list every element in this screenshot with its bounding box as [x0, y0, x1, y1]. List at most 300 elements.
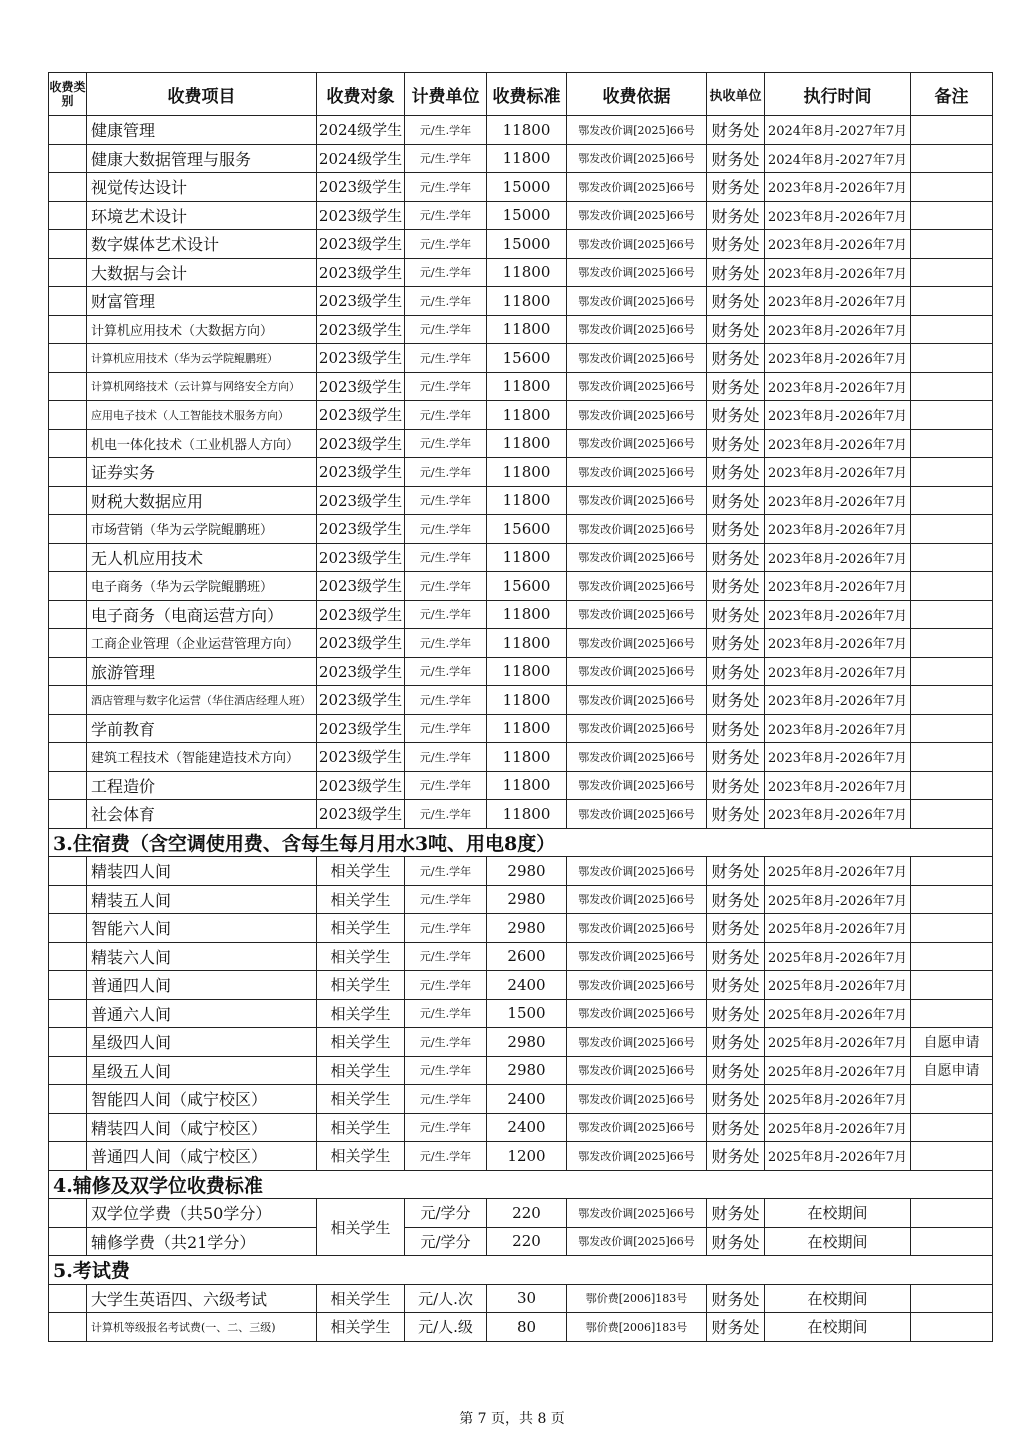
- target-cell: 2023级学生: [317, 714, 405, 743]
- payee-cell: 财务处: [707, 543, 765, 572]
- target-cell: 2023级学生: [317, 372, 405, 401]
- payee-cell: 财务处: [707, 1142, 765, 1171]
- target-cell: 2023级学生: [317, 315, 405, 344]
- item-cell: 智能四人间（咸宁校区）: [87, 1085, 317, 1114]
- table-row: [49, 315, 993, 344]
- period-cell: 2023年8月-2026年7月: [765, 173, 911, 202]
- target-cell: 2023级学生: [317, 657, 405, 686]
- category-cell: [49, 1085, 87, 1114]
- item-cell: 环境艺术设计: [87, 201, 317, 230]
- period-cell: 在校期间: [765, 1227, 911, 1256]
- note-cell: [911, 1313, 993, 1342]
- item-cell: 市场营销（华为云学院鲲鹏班）: [87, 515, 317, 544]
- basis-cell: 鄂发改价调[2025]66号: [567, 458, 707, 487]
- category-cell: [49, 344, 87, 373]
- payee-cell: 财务处: [707, 1028, 765, 1057]
- item-cell: 社会体育: [87, 800, 317, 829]
- note-cell: [911, 1284, 993, 1313]
- target-cell: 2024级学生: [317, 116, 405, 145]
- category-cell: [49, 657, 87, 686]
- period-cell: 2023年8月-2026年7月: [765, 315, 911, 344]
- category-cell: [49, 515, 87, 544]
- note-cell: [911, 230, 993, 259]
- target-cell: 2023级学生: [317, 287, 405, 316]
- header-payee: 执收单位: [707, 73, 765, 116]
- target-cell: 2023级学生: [317, 173, 405, 202]
- basis-cell: 鄂发改价调[2025]66号: [567, 1085, 707, 1114]
- target-cell: 相关学生: [317, 857, 405, 886]
- target-cell: 相关学生: [317, 1199, 405, 1256]
- note-cell: [911, 971, 993, 1000]
- basis-cell: 鄂发改价调[2025]66号: [567, 116, 707, 145]
- unit-cell: 元/生.学年: [405, 572, 487, 601]
- payee-cell: 财务处: [707, 771, 765, 800]
- payee-cell: 财务处: [707, 230, 765, 259]
- period-cell: 2025年8月-2026年7月: [765, 857, 911, 886]
- amount-cell: 11800: [487, 543, 567, 572]
- period-cell: 2023年8月-2026年7月: [765, 743, 911, 772]
- amount-cell: 2980: [487, 1028, 567, 1057]
- item-cell: 计算机应用技术（大数据方向）: [87, 315, 317, 344]
- item-cell: 双学位学费（共50学分）: [87, 1199, 317, 1228]
- category-cell: [49, 543, 87, 572]
- period-cell: 2023年8月-2026年7月: [765, 657, 911, 686]
- item-cell: 辅修学费（共21学分）: [87, 1227, 317, 1256]
- basis-cell: 鄂发改价调[2025]66号: [567, 401, 707, 430]
- period-cell: 2025年8月-2026年7月: [765, 1085, 911, 1114]
- table-row: [49, 486, 993, 515]
- amount-cell: 11800: [487, 372, 567, 401]
- item-cell: 大学生英语四、六级考试: [87, 1284, 317, 1313]
- item-cell: 普通六人间: [87, 999, 317, 1028]
- item-cell: 计算机等级报名考试费(一、二、三级): [87, 1313, 317, 1342]
- basis-cell: 鄂发改价调[2025]66号: [567, 230, 707, 259]
- table-row: [49, 1284, 993, 1313]
- target-cell: 2023级学生: [317, 486, 405, 515]
- note-cell: [911, 1085, 993, 1114]
- amount-cell: 11800: [487, 258, 567, 287]
- basis-cell: 鄂发改价调[2025]66号: [567, 173, 707, 202]
- payee-cell: 财务处: [707, 971, 765, 1000]
- target-cell: 2023级学生: [317, 686, 405, 715]
- section-3-title: [49, 828, 993, 857]
- target-cell: 相关学生: [317, 1113, 405, 1142]
- target-cell: 2023级学生: [317, 458, 405, 487]
- category-cell: [49, 1028, 87, 1057]
- payee-cell: 财务处: [707, 116, 765, 145]
- amount-cell: 11800: [487, 600, 567, 629]
- basis-cell: 鄂发改价调[2025]66号: [567, 201, 707, 230]
- unit-cell: 元/生.学年: [405, 543, 487, 572]
- note-cell: [911, 486, 993, 515]
- item-cell: 精装六人间: [87, 942, 317, 971]
- payee-cell: 财务处: [707, 144, 765, 173]
- amount-cell: 11800: [487, 714, 567, 743]
- note-cell: [911, 1199, 993, 1228]
- basis-cell: 鄂发改价调[2025]66号: [567, 258, 707, 287]
- page-footer: 第 7 页，共 8 页: [459, 1411, 565, 1427]
- period-cell: 2025年8月-2026年7月: [765, 914, 911, 943]
- unit-cell: 元/生.学年: [405, 600, 487, 629]
- period-cell: 2025年8月-2026年7月: [765, 1113, 911, 1142]
- amount-cell: 11800: [487, 629, 567, 658]
- category-cell: [49, 629, 87, 658]
- period-cell: 2024年8月-2027年7月: [765, 116, 911, 145]
- table-row: [49, 572, 993, 601]
- note-cell: [911, 315, 993, 344]
- category-cell: [49, 1113, 87, 1142]
- item-cell: 工商企业管理（企业运营管理方向）: [87, 629, 317, 658]
- category-cell: [49, 771, 87, 800]
- target-cell: 2023级学生: [317, 543, 405, 572]
- category-cell: [49, 914, 87, 943]
- category-cell: [49, 1142, 87, 1171]
- table-row: [49, 600, 993, 629]
- header-basis: 收费依据: [567, 73, 707, 116]
- target-cell: 相关学生: [317, 1028, 405, 1057]
- item-cell: 计算机网络技术（云计算与网络安全方向）: [87, 372, 317, 401]
- category-cell: [49, 572, 87, 601]
- item-cell: 工程造价: [87, 771, 317, 800]
- header-unit: 计费单位: [405, 73, 487, 116]
- payee-cell: 财务处: [707, 885, 765, 914]
- unit-cell: 元/生.学年: [405, 971, 487, 1000]
- target-cell: 2023级学生: [317, 258, 405, 287]
- payee-cell: 财务处: [707, 287, 765, 316]
- item-cell: 应用电子技术（人工智能技术服务方向）: [87, 401, 317, 430]
- amount-cell: 11800: [487, 743, 567, 772]
- amount-cell: 15600: [487, 344, 567, 373]
- payee-cell: 财务处: [707, 1085, 765, 1114]
- category-cell: [49, 486, 87, 515]
- target-cell: 相关学生: [317, 1056, 405, 1085]
- payee-cell: 财务处: [707, 800, 765, 829]
- amount-cell: 11800: [487, 116, 567, 145]
- period-cell: 2023年8月-2026年7月: [765, 515, 911, 544]
- category-cell: [49, 230, 87, 259]
- unit-cell: 元/生.学年: [405, 885, 487, 914]
- payee-cell: 财务处: [707, 1227, 765, 1256]
- basis-cell: 鄂发改价调[2025]66号: [567, 144, 707, 173]
- unit-cell: 元/生.学年: [405, 315, 487, 344]
- note-cell: [911, 173, 993, 202]
- amount-cell: 2400: [487, 1085, 567, 1114]
- category-cell: [49, 201, 87, 230]
- table-row: [49, 344, 993, 373]
- basis-cell: 鄂发改价调[2025]66号: [567, 429, 707, 458]
- note-cell: [911, 258, 993, 287]
- target-cell: 2023级学生: [317, 515, 405, 544]
- unit-cell: 元/生.学年: [405, 486, 487, 515]
- unit-cell: 元/生.学年: [405, 1085, 487, 1114]
- unit-cell: 元/生.学年: [405, 657, 487, 686]
- unit-cell: 元/生.学年: [405, 800, 487, 829]
- payee-cell: 财务处: [707, 999, 765, 1028]
- item-cell: 智能六人间: [87, 914, 317, 943]
- item-cell: 计算机应用技术（华为云学院鲲鹏班）: [87, 344, 317, 373]
- target-cell: 2023级学生: [317, 429, 405, 458]
- period-cell: 2023年8月-2026年7月: [765, 600, 911, 629]
- period-cell: 2023年8月-2026年7月: [765, 543, 911, 572]
- basis-cell: 鄂发改价调[2025]66号: [567, 885, 707, 914]
- category-cell: [49, 743, 87, 772]
- basis-cell: 鄂发改价调[2025]66号: [567, 657, 707, 686]
- item-cell: 健康管理: [87, 116, 317, 145]
- category-cell: [49, 686, 87, 715]
- payee-cell: 财务处: [707, 600, 765, 629]
- basis-cell: 鄂发改价调[2025]66号: [567, 287, 707, 316]
- item-cell: 普通四人间: [87, 971, 317, 1000]
- category-cell: [49, 1227, 87, 1256]
- basis-cell: 鄂发改价调[2025]66号: [567, 1227, 707, 1256]
- target-cell: 2023级学生: [317, 771, 405, 800]
- table-row: [49, 287, 993, 316]
- item-cell: 财富管理: [87, 287, 317, 316]
- item-cell: 财税大数据应用: [87, 486, 317, 515]
- note-cell: 自愿申请: [911, 1028, 993, 1057]
- unit-cell: 元/生.学年: [405, 1142, 487, 1171]
- payee-cell: 财务处: [707, 515, 765, 544]
- table-row: [49, 942, 993, 971]
- amount-cell: 2980: [487, 885, 567, 914]
- amount-cell: 15000: [487, 230, 567, 259]
- payee-cell: 财务处: [707, 1199, 765, 1228]
- section-5-title: [49, 1256, 993, 1285]
- category-cell: [49, 1313, 87, 1342]
- unit-cell: 元/生.学年: [405, 1028, 487, 1057]
- table-row: [49, 857, 993, 886]
- note-cell: [911, 686, 993, 715]
- note-cell: [911, 771, 993, 800]
- period-cell: 2023年8月-2026年7月: [765, 572, 911, 601]
- amount-cell: 11800: [487, 401, 567, 430]
- amount-cell: 11800: [487, 315, 567, 344]
- basis-cell: 鄂发改价调[2025]66号: [567, 971, 707, 1000]
- basis-cell: 鄂发改价调[2025]66号: [567, 572, 707, 601]
- item-cell: 星级五人间: [87, 1056, 317, 1085]
- amount-cell: 1200: [487, 1142, 567, 1171]
- header-standard: 收费标准: [487, 73, 567, 116]
- category-cell: [49, 714, 87, 743]
- category-cell: [49, 942, 87, 971]
- basis-cell: 鄂发改价调[2025]66号: [567, 1199, 707, 1228]
- note-cell: [911, 942, 993, 971]
- unit-cell: 元/生.学年: [405, 857, 487, 886]
- payee-cell: 财务处: [707, 857, 765, 886]
- table-row: [49, 372, 993, 401]
- category-cell: [49, 144, 87, 173]
- period-cell: 2023年8月-2026年7月: [765, 486, 911, 515]
- table-row: [49, 743, 993, 772]
- note-cell: [911, 144, 993, 173]
- table-row: [49, 173, 993, 202]
- table-row: [49, 458, 993, 487]
- period-cell: 2023年8月-2026年7月: [765, 258, 911, 287]
- basis-cell: 鄂发改价调[2025]66号: [567, 743, 707, 772]
- note-cell: [911, 714, 993, 743]
- amount-cell: 11800: [487, 287, 567, 316]
- payee-cell: 财务处: [707, 372, 765, 401]
- item-cell: 数字媒体艺术设计: [87, 230, 317, 259]
- basis-cell: 鄂发改价调[2025]66号: [567, 999, 707, 1028]
- basis-cell: 鄂发改价调[2025]66号: [567, 600, 707, 629]
- target-cell: 2023级学生: [317, 572, 405, 601]
- note-cell: [911, 657, 993, 686]
- basis-cell: 鄂价费[2006]183号: [567, 1284, 707, 1313]
- item-cell: 电子商务（华为云学院鲲鹏班）: [87, 572, 317, 601]
- item-cell: 精装五人间: [87, 885, 317, 914]
- amount-cell: 80: [487, 1313, 567, 1342]
- period-cell: 在校期间: [765, 1313, 911, 1342]
- item-cell: 旅游管理: [87, 657, 317, 686]
- target-cell: 2023级学生: [317, 344, 405, 373]
- table-row: [49, 401, 993, 430]
- amount-cell: 2980: [487, 914, 567, 943]
- payee-cell: 财务处: [707, 1113, 765, 1142]
- item-cell: 建筑工程技术（智能建造技术方向）: [87, 743, 317, 772]
- period-cell: 2023年8月-2026年7月: [765, 714, 911, 743]
- section-4-title: [49, 1170, 993, 1199]
- payee-cell: 财务处: [707, 1313, 765, 1342]
- amount-cell: 11800: [487, 486, 567, 515]
- category-cell: [49, 116, 87, 145]
- period-cell: 在校期间: [765, 1199, 911, 1228]
- target-cell: 相关学生: [317, 1142, 405, 1171]
- table-row: [49, 515, 993, 544]
- basis-cell: 鄂发改价调[2025]66号: [567, 714, 707, 743]
- table-row: [49, 116, 993, 145]
- target-cell: 相关学生: [317, 1313, 405, 1342]
- category-cell: [49, 458, 87, 487]
- table-row: [49, 999, 993, 1028]
- unit-cell: 元/生.学年: [405, 344, 487, 373]
- payee-cell: 财务处: [707, 743, 765, 772]
- target-cell: 2023级学生: [317, 401, 405, 430]
- category-cell: [49, 600, 87, 629]
- period-cell: 在校期间: [765, 1284, 911, 1313]
- note-cell: [911, 543, 993, 572]
- item-cell: 普通四人间（咸宁校区）: [87, 1142, 317, 1171]
- item-cell: 电子商务（电商运营方向）: [87, 600, 317, 629]
- period-cell: 2023年8月-2026年7月: [765, 287, 911, 316]
- amount-cell: 11800: [487, 429, 567, 458]
- table-row: [49, 1313, 993, 1342]
- category-cell: [49, 1199, 87, 1228]
- amount-cell: 220: [487, 1227, 567, 1256]
- target-cell: 2023级学生: [317, 600, 405, 629]
- header-note: 备注: [911, 73, 993, 116]
- basis-cell: 鄂发改价调[2025]66号: [567, 344, 707, 373]
- period-cell: 2023年8月-2026年7月: [765, 230, 911, 259]
- unit-cell: 元/生.学年: [405, 372, 487, 401]
- note-cell: [911, 344, 993, 373]
- item-cell: 大数据与会计: [87, 258, 317, 287]
- note-cell: [911, 914, 993, 943]
- category-cell: [49, 173, 87, 202]
- period-cell: 2024年8月-2027年7月: [765, 144, 911, 173]
- table-row: [49, 686, 993, 715]
- note-cell: [911, 515, 993, 544]
- table-row: [49, 914, 993, 943]
- note-cell: [911, 372, 993, 401]
- note-cell: [911, 857, 993, 886]
- period-cell: 2025年8月-2026年7月: [765, 1056, 911, 1085]
- basis-cell: 鄂发改价调[2025]66号: [567, 543, 707, 572]
- amount-cell: 11800: [487, 144, 567, 173]
- basis-cell: 鄂发改价调[2025]66号: [567, 486, 707, 515]
- period-cell: 2023年8月-2026年7月: [765, 201, 911, 230]
- amount-cell: 220: [487, 1199, 567, 1228]
- unit-cell: 元/生.学年: [405, 714, 487, 743]
- payee-cell: 财务处: [707, 942, 765, 971]
- unit-cell: 元/生.学年: [405, 144, 487, 173]
- category-cell: [49, 429, 87, 458]
- note-cell: [911, 1227, 993, 1256]
- basis-cell: 鄂发改价调[2025]66号: [567, 800, 707, 829]
- target-cell: 相关学生: [317, 914, 405, 943]
- item-cell: 视觉传达设计: [87, 173, 317, 202]
- note-cell: [911, 743, 993, 772]
- unit-cell: 元/学分: [405, 1199, 487, 1228]
- amount-cell: 2980: [487, 1056, 567, 1085]
- unit-cell: 元/生.学年: [405, 429, 487, 458]
- amount-cell: 11800: [487, 800, 567, 829]
- header-period: 执行时间: [765, 73, 911, 116]
- period-cell: 2023年8月-2026年7月: [765, 458, 911, 487]
- period-cell: 2023年8月-2026年7月: [765, 372, 911, 401]
- note-cell: [911, 429, 993, 458]
- period-cell: 2023年8月-2026年7月: [765, 629, 911, 658]
- table-row: [49, 629, 993, 658]
- unit-cell: 元/人.级: [405, 1313, 487, 1342]
- amount-cell: 2400: [487, 971, 567, 1000]
- table-row: [49, 1085, 993, 1114]
- fee-table: [48, 72, 993, 1342]
- item-cell: 无人机应用技术: [87, 543, 317, 572]
- target-cell: 相关学生: [317, 1284, 405, 1313]
- basis-cell: 鄂发改价调[2025]66号: [567, 1113, 707, 1142]
- period-cell: 2025年8月-2026年7月: [765, 1142, 911, 1171]
- target-cell: 相关学生: [317, 971, 405, 1000]
- basis-cell: 鄂发改价调[2025]66号: [567, 1142, 707, 1171]
- unit-cell: 元/生.学年: [405, 116, 487, 145]
- basis-cell: 鄂发改价调[2025]66号: [567, 771, 707, 800]
- basis-cell: 鄂发改价调[2025]66号: [567, 515, 707, 544]
- period-cell: 2023年8月-2026年7月: [765, 401, 911, 430]
- period-cell: 2025年8月-2026年7月: [765, 1028, 911, 1057]
- period-cell: 2025年8月-2026年7月: [765, 971, 911, 1000]
- table-row: [49, 1142, 993, 1171]
- amount-cell: 15000: [487, 201, 567, 230]
- amount-cell: 1500: [487, 999, 567, 1028]
- basis-cell: 鄂发改价调[2025]66号: [567, 315, 707, 344]
- table-row: [49, 1056, 993, 1085]
- period-cell: 2023年8月-2026年7月: [765, 771, 911, 800]
- header-category: 收费类别: [49, 73, 87, 116]
- note-cell: [911, 600, 993, 629]
- payee-cell: 财务处: [707, 201, 765, 230]
- target-cell: 2023级学生: [317, 230, 405, 259]
- category-cell: [49, 800, 87, 829]
- unit-cell: 元/生.学年: [405, 458, 487, 487]
- payee-cell: 财务处: [707, 258, 765, 287]
- basis-cell: 鄂发改价调[2025]66号: [567, 629, 707, 658]
- basis-cell: 鄂发改价调[2025]66号: [567, 857, 707, 886]
- category-cell: [49, 315, 87, 344]
- payee-cell: 财务处: [707, 629, 765, 658]
- item-cell: 酒店管理与数字化运营（华住酒店经理人班）: [87, 686, 317, 715]
- basis-cell: 鄂发改价调[2025]66号: [567, 1028, 707, 1057]
